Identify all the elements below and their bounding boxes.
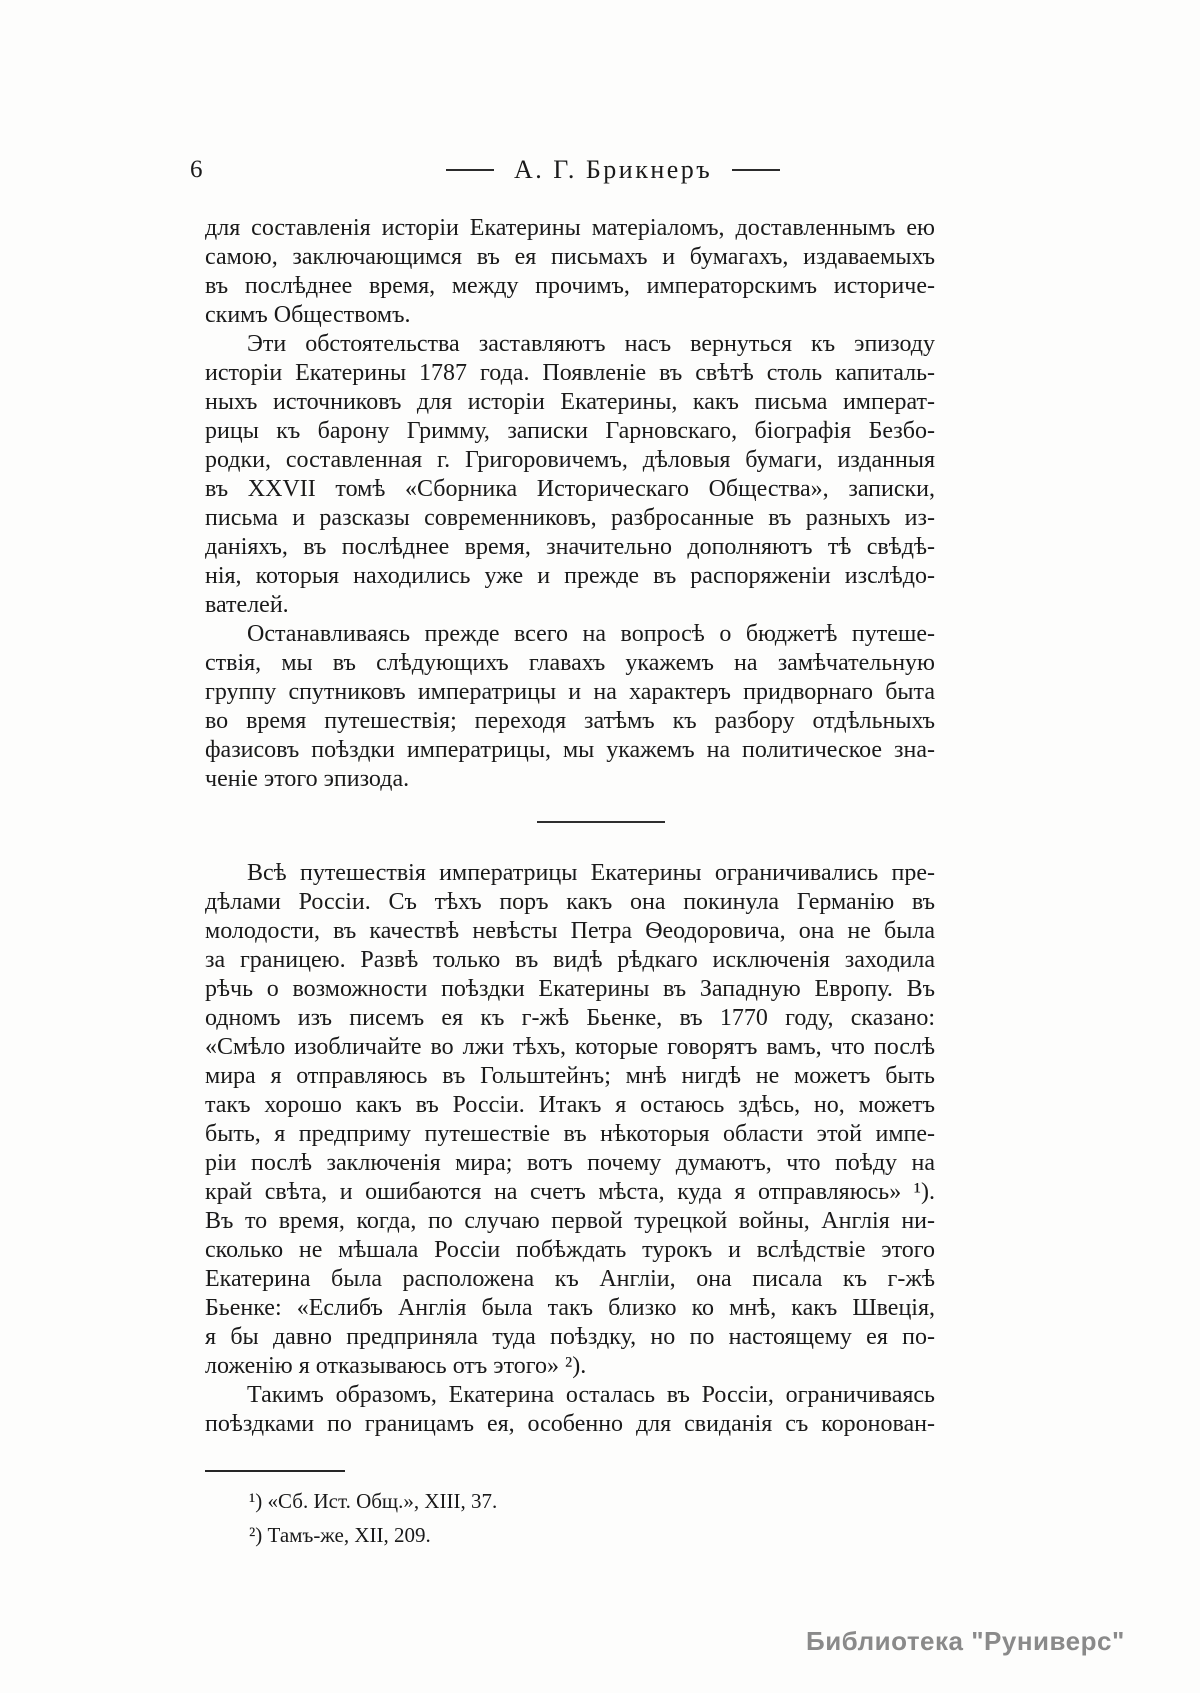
text-line: край свѣта, и ошибаются на счетъ мѣста, куда я отправляюсь» ¹). (205, 1179, 935, 1205)
text-line: Такимъ образомъ, Екатерина осталась въ Россіи, ограничиваясь (247, 1382, 935, 1408)
paragraph (205, 859, 935, 1381)
text-line: Въ то время, когда, по случаю первой турецкой войны, Англія ни- (205, 1208, 935, 1234)
footnote-rule (205, 1470, 345, 1472)
text-section-2 (205, 859, 935, 1439)
text-line: такъ хорошо какъ въ Россіи. Итакъ я остаюсь здѣсь, но, можетъ (205, 1092, 935, 1118)
text-line: въ послѣднее время, между прочимъ, императорскимъ историче- (205, 273, 935, 299)
text-line: вателей. (205, 592, 289, 618)
text-line: Бьенке: «Еслибъ Англія была такъ близко ко мнѣ, какъ Швеція, (205, 1295, 935, 1321)
text-line: въ XXVII томѣ «Сборника Историческаго Общества», записки, (205, 476, 935, 502)
paragraph (205, 214, 935, 330)
text-line: ріи послѣ заключенія мира; вотъ почему думаютъ, что поѣду на (205, 1150, 935, 1176)
text-line: Эти обстоятельства заставляютъ насъ вернуться къ эпизоду (247, 331, 935, 357)
header-rule-right (732, 169, 780, 171)
running-header (446, 156, 780, 184)
text-line: ныхъ источниковъ для исторіи Екатерины, какъ письма императ- (205, 389, 935, 415)
text-line: «Смѣло изобличайте во лжи тѣхъ, которые говорятъ вамъ, что послѣ (205, 1034, 935, 1060)
text-line: поѣздками по границамъ ея, особенно для свиданія съ коронован- (205, 1411, 935, 1437)
footnote-line: ¹) «Сб. Ист. Общ.», XIII, 37. (249, 1489, 498, 1513)
text-line: рицы къ барону Гримму, записки Гарновскаго, біографія Безбо- (205, 418, 935, 444)
text-line: для составленія исторіи Екатерины матеріаломъ, доставленнымъ ею (205, 215, 935, 241)
text-line: ченіе этого эпизода. (205, 766, 410, 792)
text-line: группу спутниковъ императрицы и на характеръ придворнаго быта (205, 679, 935, 705)
text-section-1 (205, 214, 935, 794)
text-line: письма и разсказы современниковъ, разбросанные въ разныхъ из- (205, 505, 935, 531)
text-line: одномъ изъ писемъ ея къ г-жѣ Бьенке, въ 1770 году, сказано: (205, 1005, 935, 1031)
paragraph (205, 1381, 935, 1439)
text-line: исторіи Екатерины 1787 года. Появленіе въ свѣтѣ столь капиталь- (205, 360, 935, 386)
text-line: Екатерина была расположена къ Англіи, она писала къ г-жѣ (205, 1266, 935, 1292)
text-line: во время путешествія; переходя затѣмъ къ разбору отдѣльныхъ (205, 708, 935, 734)
text-line: молодости, въ качествѣ невѣсты Петра Ѳеодоровича, она не была (205, 918, 935, 944)
text-line: фазисовъ поѣздки императрицы, мы укажемъ на политическое зна- (205, 737, 935, 763)
paragraph (205, 330, 935, 620)
text-line: нія, которыя находились уже и прежде въ распоряженіи изслѣдо- (205, 563, 935, 589)
text-line: Останавливаясь прежде всего на вопросѣ о бюджетѣ путеше- (247, 621, 935, 647)
footnotes (205, 1484, 935, 1552)
text-line: ствія, мы въ слѣдующихъ главахъ укажемъ на замѣчательную (205, 650, 935, 676)
footnote-line: ²) Тамъ-же, XII, 209. (249, 1523, 431, 1547)
paragraph (205, 620, 935, 794)
text-line: мира я отправляюсь въ Гольштейнъ; мнѣ нигдѣ не можетъ быть (205, 1063, 935, 1089)
page-number: 6 (190, 156, 203, 183)
text-line: дѣлами Россіи. Съ тѣхъ поръ какъ она покинула Германію въ (205, 889, 935, 915)
text-line: сколько не мѣшала Россіи побѣждать турокъ и вслѣдствіе этого (205, 1237, 935, 1263)
text-line: быть, я предприму путешествіе въ нѣкоторыя области этой импе- (205, 1121, 935, 1147)
text-line: скимъ Обществомъ. (205, 302, 411, 328)
text-line: родки, составленная г. Григоровичемъ, дѣловыя бумаги, изданныя (205, 447, 935, 473)
text-line: я бы давно предприняла туда поѣздку, но по настоящему ея по- (205, 1324, 935, 1350)
text-line: за границею. Развѣ только въ видѣ рѣдкаго исключенія заходила (205, 947, 935, 973)
text-line: рѣчь о возможности поѣздки Екатерины въ Западную Европу. Въ (205, 976, 935, 1002)
header-rule-left (446, 169, 494, 171)
text-line: самою, заключающимся въ ея письмахъ и бумагахъ, издаваемыхъ (205, 244, 935, 270)
watermark: Библиотека "Руниверс" (806, 1626, 1125, 1656)
text-line: Всѣ путешествія императрицы Екатерины ограничивались пре- (247, 860, 935, 886)
running-header-title: А. Г. Брикнеръ (514, 155, 713, 184)
section-separator (537, 821, 665, 823)
text-line: даніяхъ, въ послѣднее время, значительно дополняютъ тѣ свѣдѣ- (205, 534, 935, 560)
text-line: ложенію я отказываюсь отъ этого» ²). (205, 1353, 587, 1379)
